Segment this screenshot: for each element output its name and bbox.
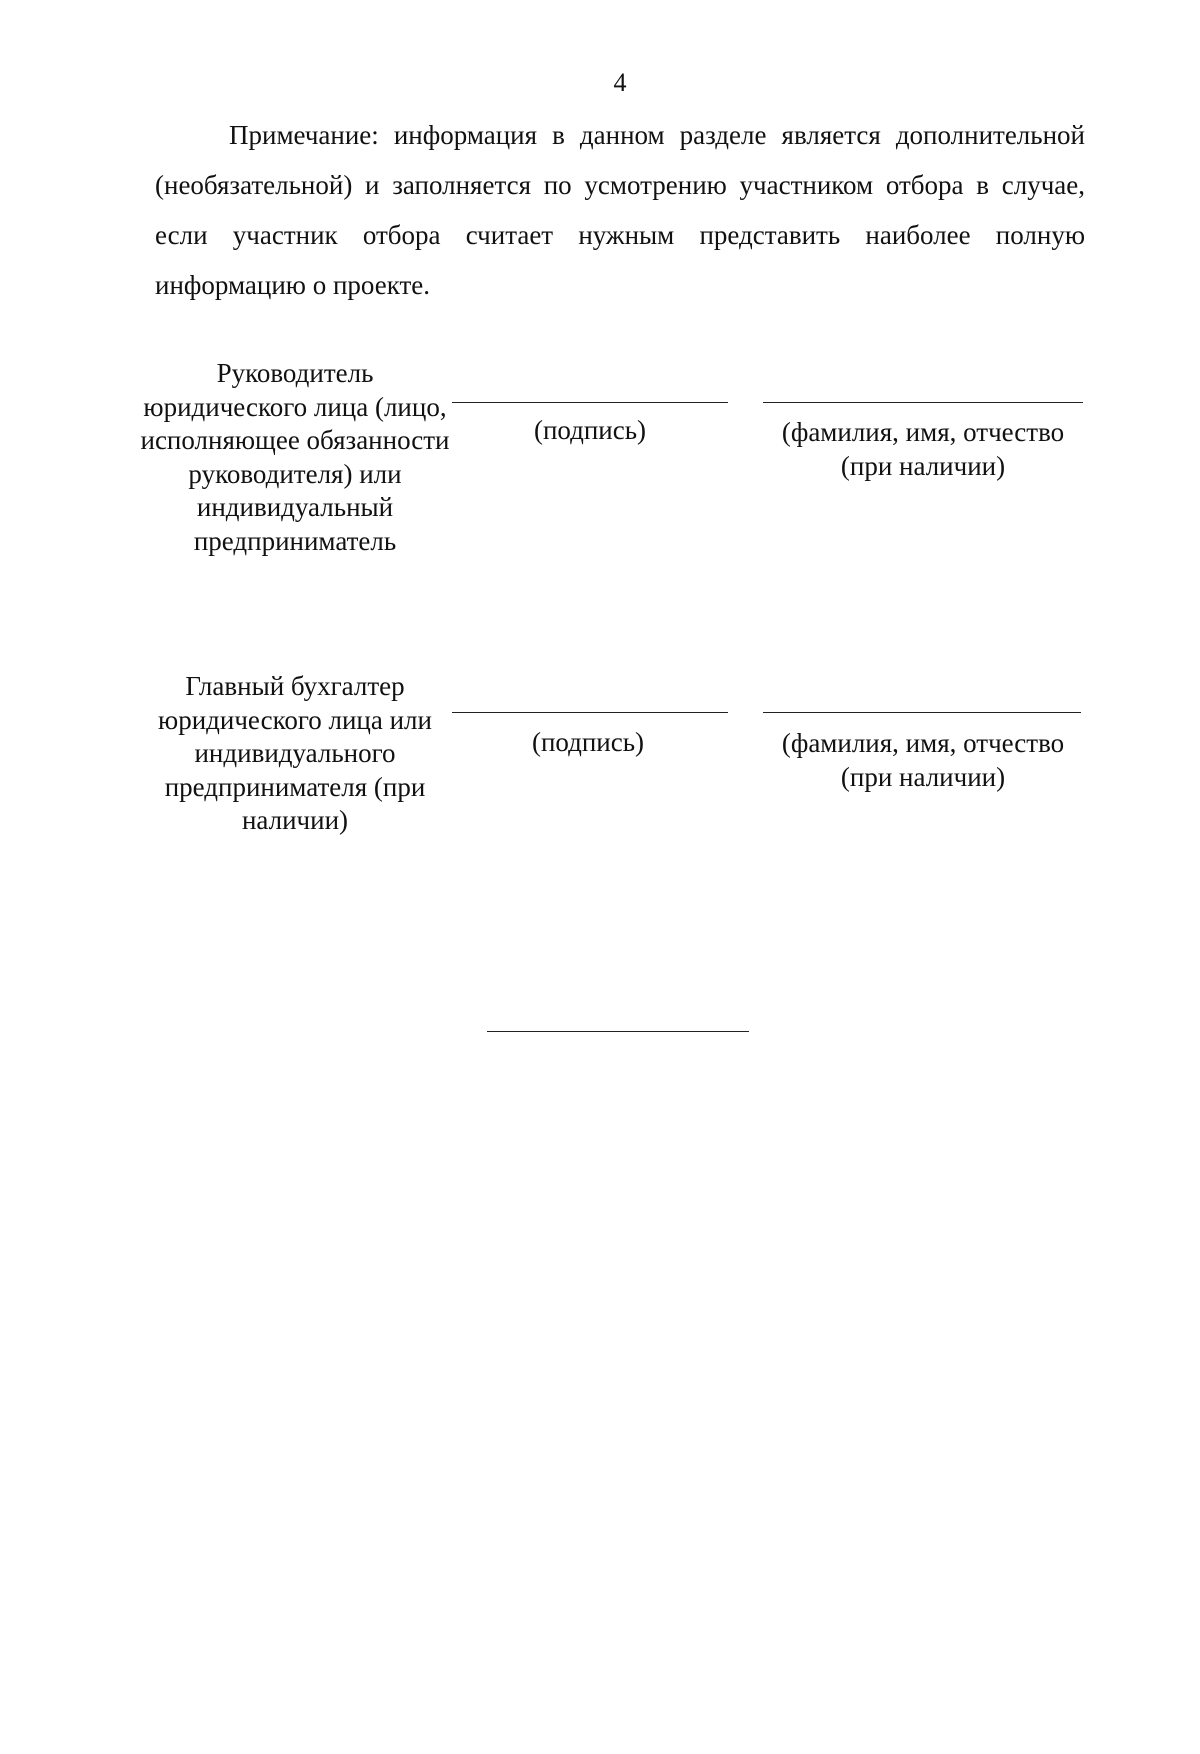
name-caption-accountant: (фамилия, имя, отчество (при наличии)	[781, 728, 1065, 792]
note-paragraph: Примечание: информация в данном разделе является дополнительной (необязательной) и заполняется по усмотрению участником отбора в случае, если участник отбора считает нужным представить наиболее полную информацию о проекте.	[155, 120, 1085, 300]
signature-caption-head: (подпись)	[533, 415, 647, 445]
page-number: 4	[613, 68, 627, 97]
name-caption-head: (фамилия, имя, отчество (при наличии)	[781, 417, 1065, 481]
end-of-document-rule	[487, 1031, 749, 1032]
name-line-head	[763, 402, 1083, 403]
name-line-accountant	[763, 712, 1081, 713]
signature-line-head	[452, 402, 728, 403]
signatory-role-accountant: Главный бухгалтер юридического лица или индивидуального предпринимателя (при наличии)	[158, 671, 432, 835]
signature-line-accountant	[452, 712, 728, 713]
signatory-role-head: Руководитель юридического лица (лицо, исполняющее обязанности руководителя) или индивидуальный предприниматель	[140, 358, 450, 556]
signature-caption-accountant: (подпись)	[531, 727, 645, 757]
